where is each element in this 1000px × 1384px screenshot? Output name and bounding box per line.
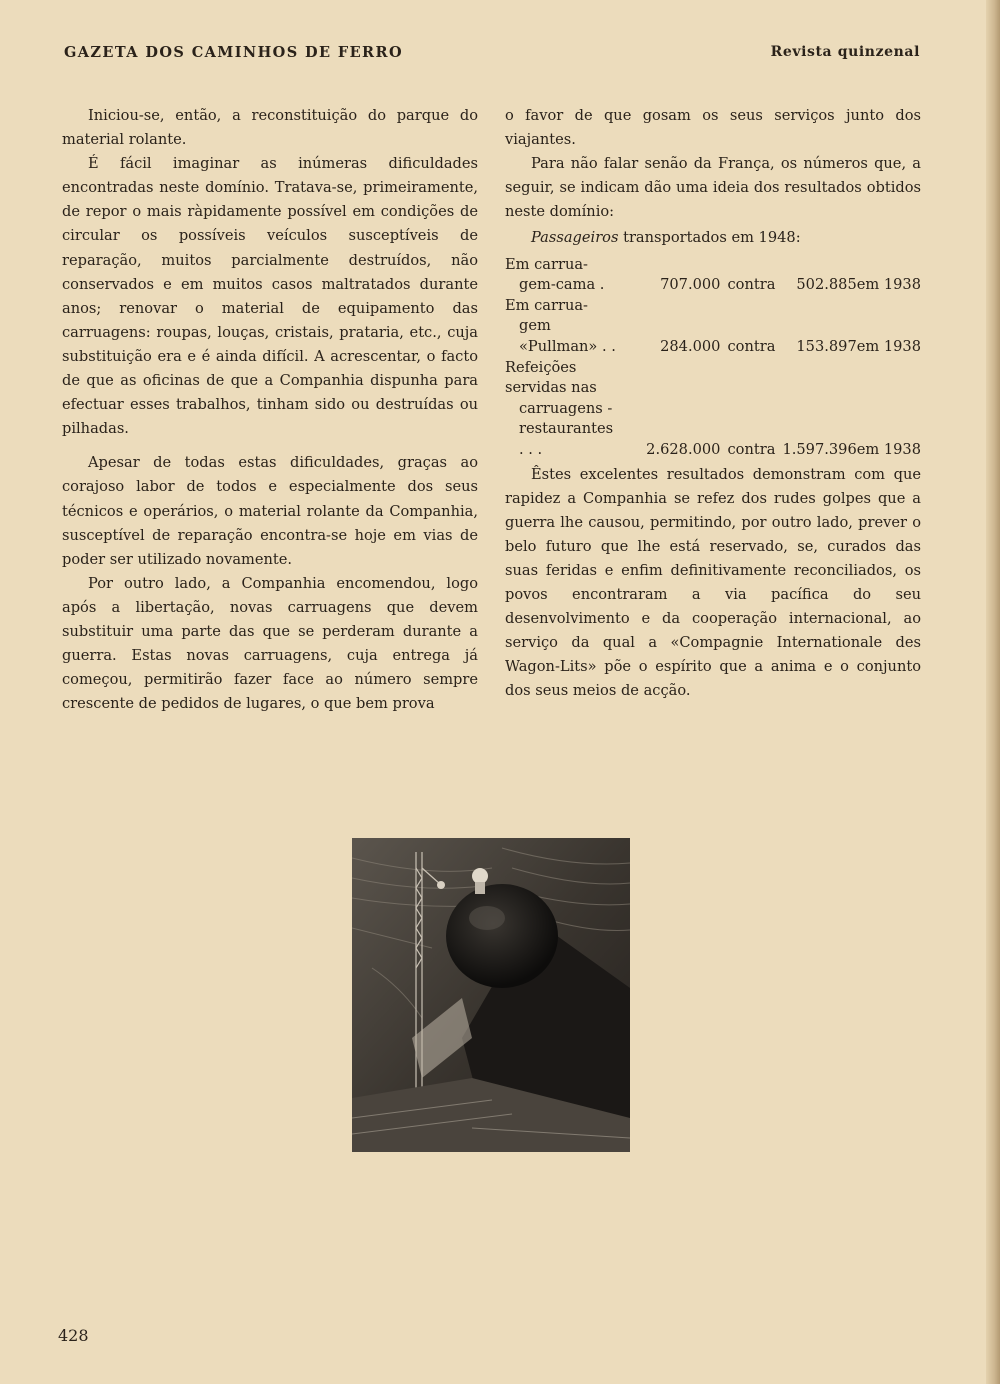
headlamp <box>472 868 488 884</box>
stat-year-label: em 1938 <box>856 337 921 355</box>
stats-intro <box>505 226 921 250</box>
publication-subtitle: Revista quinzenal <box>770 44 920 60</box>
stat-label <box>505 255 617 296</box>
stat-value-1938: 502.885 <box>796 276 857 294</box>
page-header <box>64 44 920 68</box>
stat-value-1938: 1.597.396 <box>782 440 857 458</box>
headlamp-base <box>475 882 485 894</box>
left-column <box>62 104 478 716</box>
page-edge <box>986 0 1000 1384</box>
paragraph: Iniciou-se, então, a reconstituição do parque do material rolante. <box>62 107 478 149</box>
locomotive-drawing <box>352 838 630 1152</box>
table-row <box>505 296 921 358</box>
paragraph: Êstes excelentes resultados demonstram com que rapidez a Companhia se refez dos rudes golpes que a guerra lhe causou, permitindo, por outro lado, prever o belo futuro que lhe está reservado, se, curados das suas feridas e enfim definitivamente reconciliados, os povos encontraram a via pacífica do seu desenvolvimento e da cooperação internacional, ao serviço da qual a «Compagnie Internationale des Wagon-Lits» põe o espírito que a anima e o conjunto dos seus meios de acção. <box>505 465 921 700</box>
locomotive-illustration <box>352 838 630 1152</box>
stat-separator: contra <box>727 276 776 294</box>
stat-label <box>505 296 617 358</box>
stat-label-line2: gem «Pullman» . . <box>519 317 616 355</box>
stat-separator: contra <box>727 440 776 458</box>
stat-year-label: em 1938 <box>856 276 921 294</box>
right-column <box>505 104 921 703</box>
paragraph: Para não falar senão da França, os números que, a seguir, se indicam dão uma ideia dos resultados obtidos neste domínio: <box>505 155 921 221</box>
stat-label-line2: gem-cama . <box>519 276 605 294</box>
stat-value-1948: 707.000 <box>660 276 721 294</box>
boiler-highlight <box>469 906 505 930</box>
paragraph: É fácil imaginar as inúmeras dificuldades encontradas neste domínio. Tratava-se, primeiramente, de repor o mais ràpidamente possível em condições de circular os possíveis veículos susceptíveis de reparação, muitos parcialmente destruídos, não conservados e em muitos casos maltratados durante anos; renovar o material de equipamento das carruagens: roupas, louças, cristais, prataria, etc., cuja substituição era e é ainda difícil. A acrescentar, o facto de que as oficinas de que a Companhia dispunha para efectuar esses trabalhos, tinham sido ou destruídas ou pilhadas. <box>62 155 478 438</box>
stat-label-line2: carruagens -restaurantes . . . <box>519 399 614 458</box>
stat-value-1948: 2.628.000 <box>646 440 721 458</box>
stat-value-1948: 284.000 <box>660 337 721 355</box>
stat-label-line1: Refeições servidas nas <box>505 358 597 397</box>
passenger-stats-table <box>505 255 921 461</box>
stat-label-line1: Em carrua- <box>505 255 588 273</box>
stat-year-label: em 1938 <box>856 440 921 458</box>
table-row <box>505 255 921 296</box>
paragraph-continuation: o favor de que gosam os seus serviços junto dos viajantes. <box>505 107 921 149</box>
stats-intro-italic: Passageiros <box>531 229 619 247</box>
boiler-front <box>446 884 558 988</box>
signal-lamp <box>437 881 445 889</box>
table-row <box>505 358 921 461</box>
paragraph: Apesar de todas estas dificuldades, graças ao corajoso labor de todos e especialmente dos seus técnicos e operários, o material rolante da Companhia, susceptível de reparação encontra-se hoje em vias de poder ser utilizado novamente. <box>62 454 478 568</box>
paragraph: Por outro lado, a Companhia encomendou, logo após a libertação, novas carruagens que devem substituir uma parte das que se perderam durante a guerra. Estas novas carruagens, cuja entrega já começou, permitirão fazer face ao número sempre crescente de pedidos de lugares, o que bem prova <box>62 574 478 713</box>
page-number: 428 <box>58 1326 89 1345</box>
stat-value-1938: 153.897 <box>796 337 857 355</box>
stats-intro-text: transportados em 1948: <box>618 229 801 247</box>
stat-separator: contra <box>727 337 776 355</box>
stat-label-line1: Em carrua- <box>505 296 588 314</box>
publication-title: GAZETA DOS CAMINHOS DE FERRO <box>64 44 403 61</box>
stat-label <box>505 358 617 461</box>
